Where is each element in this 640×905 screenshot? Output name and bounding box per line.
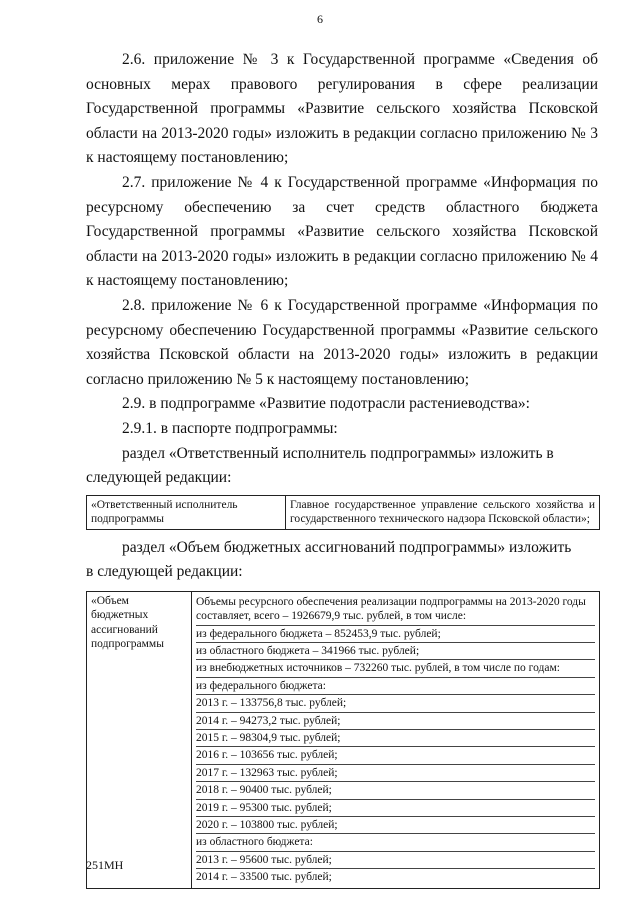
budget-line: 2014 г. – 33500 тыс. рублей; (196, 871, 332, 884)
budget-allocation-table (86, 591, 600, 889)
document-body (86, 48, 598, 889)
budget-line: 2017 г. – 132963 тыс. рублей; (196, 765, 595, 782)
budget-line: 2014 г. – 94273,2 тыс. рублей; (196, 713, 595, 730)
budget-allocation-label: «Объем бюджетных ассигнований подпрограммы (87, 591, 192, 888)
budget-line: 2015 г. – 98304,9 тыс. рублей; (196, 730, 595, 747)
budget-line: 2013 г. – 95600 тыс. рублей; (196, 852, 595, 869)
document-code: 251МН (86, 858, 124, 872)
budget-line: 2020 г. – 103800 тыс. рублей; (196, 817, 595, 834)
paragraph-2-9: 2.9. в подпрограмме «Развитие подотрасли растениеводства»: (122, 395, 530, 413)
budget-allocation-values (192, 591, 600, 888)
page-number: 6 (317, 12, 323, 26)
paragraph-2-9-1: 2.9.1. в паспорте подпрограммы: (122, 419, 338, 437)
budget-line: из внебюджетных источников – 732260 тыс. рублей, в том числе по годам: (196, 660, 595, 677)
responsible-executor-label: «Ответственный исполнитель подпрограммы (87, 495, 286, 529)
section2-intro-cont: в следующей редакции: (86, 563, 243, 581)
section1-intro: раздел «Ответственный исполнитель подпрограммы» изложить в (122, 444, 554, 462)
paragraph-2-8: 2.8. приложение № 6 к Государственной программе «Информация по ресурсному обеспечению Государственной программы «Развитие сельского хозяйства Псковской области на 2013-2020 годы» изложить в редакции согласно приложению № 5 к настоящему постановлению; (86, 296, 598, 388)
budget-line: 2018 г. – 90400 тыс. рублей; (196, 782, 595, 799)
budget-line: из областного бюджета – 341966 тыс. рублей; (196, 643, 595, 660)
responsible-executor-value: Главное государственное управление сельского хозяйства и государственного технического надзора Псковской области»; (286, 495, 600, 529)
section1-intro-cont: следующей редакции: (86, 469, 232, 487)
paragraph-2-7: 2.7. приложение № 4 к Государственной программе «Информация по ресурсному обеспечению за счет средств областного бюджета Государственной программы «Развитие сельского хозяйства Псковской области на 2013-2020 годы» изложить в редакции согласно приложению № 4 к настоящему постановлению; (86, 173, 598, 290)
budget-line: 2013 г. – 133756,8 тыс. рублей; (196, 695, 595, 712)
section2-intro: раздел «Объем бюджетных ассигнований подпрограммы» изложить (122, 538, 572, 556)
budget-line: Объемы ресурсного обеспечения реализации подпрограммы на 2013-2020 годы составляет, всего – 1926679,9 тыс. рублей, в том числе: (196, 594, 595, 626)
budget-line: 2019 г. – 95300 тыс. рублей; (196, 800, 595, 817)
budget-line: из федерального бюджета – 852453,9 тыс. рублей; (196, 626, 595, 643)
budget-line: 2016 г. – 103656 тыс. рублей; (196, 747, 595, 764)
budget-line: из федерального бюджета: (196, 678, 595, 695)
responsible-executor-table (86, 495, 600, 530)
paragraph-2-6: 2.6. приложение № 3 к Государственной программе «Сведения об основных мерах правового регулирования в сфере реализации Государственной программы «Развитие сельского хозяйства Псковской области на 2013-2020 годы» изложить в редакции согласно приложению № 3 к настоящему постановлению; (86, 51, 598, 167)
budget-line: из областного бюджета: (196, 834, 595, 851)
